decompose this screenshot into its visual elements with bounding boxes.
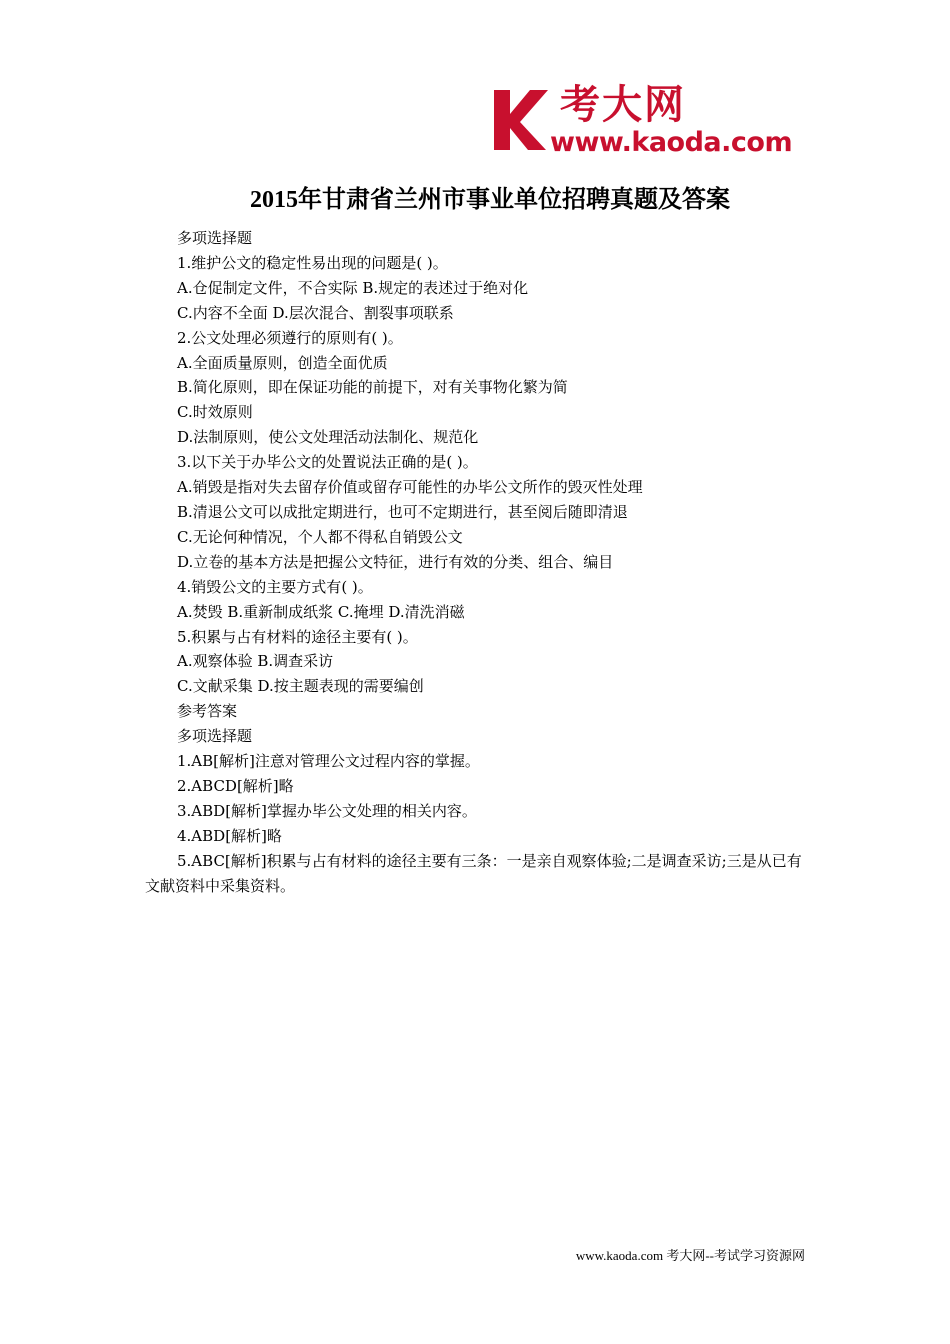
question: 4.销毁公文的主要方式有( )。 (177, 577, 373, 596)
page-footer: www.kaoda.com 考大网--考试学习资源网 (575, 1248, 805, 1263)
question: 1.维护公文的稳定性易出现的问题是( )。 (177, 253, 448, 272)
option-line: B.清退公文可以成批定期进行，也可不定期进行，甚至阅后随即清退 (177, 502, 628, 521)
option-line: A.全面质量原则，创造全面优质 (177, 353, 388, 372)
logo-url: www.kaoda.com (550, 127, 793, 158)
option-line: B.简化原则，即在保证功能的前提下，对有关事物化繁为简 (177, 378, 568, 397)
question: 3.以下关于办毕公文的处置说法正确的是( )。 (177, 453, 478, 472)
question: 2.公文处理必须遵行的原则有( )。 (177, 328, 403, 347)
answer-line: 5.ABC[解析]积累与占有材料的途径主要有三条：一是亲自观察体验;二是调查采访;三是从已有文献资料中采集资料。 (145, 851, 802, 895)
k-logo-icon (490, 84, 550, 154)
answer-line: 1.AB[解析]注意对管理公文过程内容的掌握。 (177, 752, 480, 771)
option-line: A.焚毁 B.重新制成纸浆 C.掩埋 D.清洗消磁 (177, 602, 465, 621)
document-body (145, 226, 810, 898)
kaoda-logo (490, 80, 810, 160)
answer-line: 2.ABCD[解析]略 (177, 776, 294, 795)
option-line: D.法制原则，使公文处理活动法制化、规范化 (177, 428, 479, 447)
logo-chinese-name: 考大网 (560, 82, 686, 128)
section-heading: 多项选择题 (177, 229, 253, 247)
option-line: A.观察体验 B.调查采访 (177, 652, 334, 671)
answers-heading: 参考答案 (177, 702, 238, 721)
option-line: A.仓促制定文件，不合实际 B.规定的表述过于绝对化 (177, 278, 529, 297)
document-title: 2015年甘肃省兰州市事业单位招聘真题及答案 (250, 187, 730, 213)
question: 5.积累与占有材料的途径主要有( )。 (177, 627, 418, 646)
answer-line: 4.ABD[解析]略 (177, 826, 282, 845)
section-heading: 多项选择题 (177, 727, 253, 746)
option-line: A.销毁是指对失去留存价值或留存可能性的办毕公文所作的毁灭性处理 (177, 478, 643, 497)
option-line: C.无论何种情况，个人都不得私自销毁公文 (177, 527, 463, 546)
option-line: C.内容不全面 D.层次混合、割裂事项联系 (177, 303, 454, 322)
option-line: C.时效原则 (177, 403, 253, 422)
option-line: D.立卷的基本方法是把握公文特征，进行有效的分类、组合、编目 (177, 552, 614, 571)
answer-line: 3.ABD[解析]掌握办毕公文处理的相关内容。 (177, 801, 477, 820)
option-line: C.文献采集 D.按主题表现的需要编创 (177, 677, 424, 696)
